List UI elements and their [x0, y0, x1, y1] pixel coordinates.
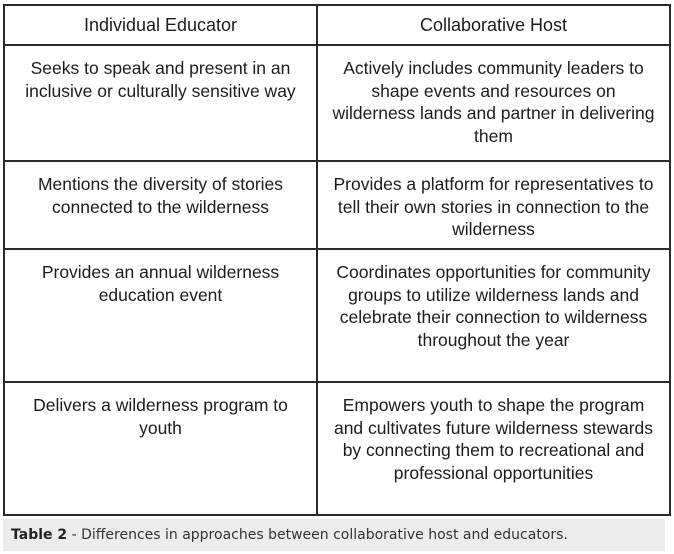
comparison-table-container — [3, 4, 669, 516]
header-individual-educator: Individual Educator — [4, 5, 317, 45]
host-cell: Provides a platform for representatives to tell their own stories in connection to the wilderness — [317, 161, 670, 249]
host-cell: Coordinates opportunities for community groups to utilize wilderness lands and celebrate their connection to wilderness throughout the year — [317, 249, 670, 382]
host-cell: Actively includes community leaders to shape events and resources on wilderness lands and partner in delivering them — [317, 45, 670, 161]
educator-cell: Seeks to speak and present in an inclusive or culturally sensitive way — [4, 45, 317, 161]
educator-cell: Mentions the diversity of stories connected to the wilderness — [4, 161, 317, 249]
header-collaborative-host: Collaborative Host — [317, 5, 670, 45]
caption-text: - Differences in approaches between collaborative host and educators. — [67, 527, 568, 543]
table-caption — [3, 519, 665, 551]
table-row — [4, 382, 670, 515]
table-row — [4, 161, 670, 249]
table-row — [4, 249, 670, 382]
educator-cell: Delivers a wilderness program to youth — [4, 382, 317, 515]
educator-cell: Provides an annual wilderness education event — [4, 249, 317, 382]
table-header-row — [4, 5, 670, 45]
caption-label: Table 2 — [11, 527, 68, 543]
host-cell: Empowers youth to shape the program and cultivates future wilderness stewards by connecting them to recreational and professional opportunities — [317, 382, 670, 515]
table-row — [4, 45, 670, 161]
comparison-table — [3, 4, 671, 516]
